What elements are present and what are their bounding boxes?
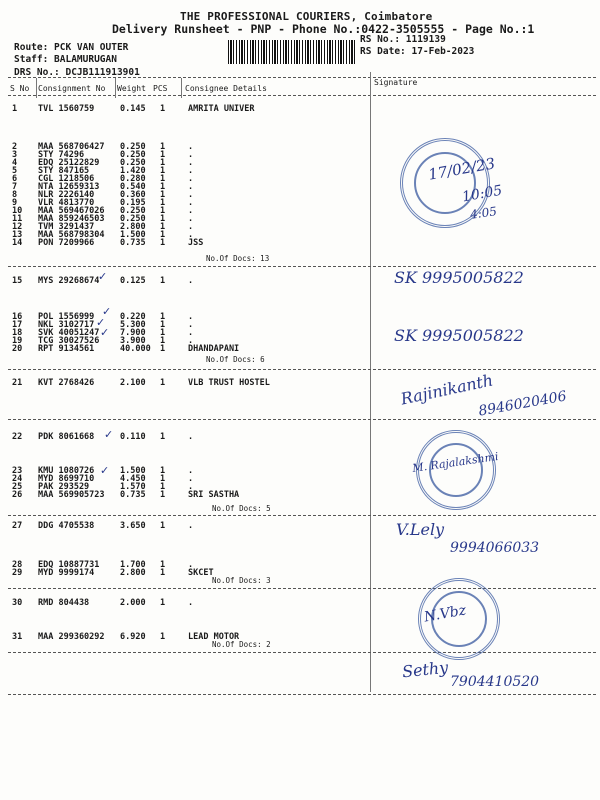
serial-number: 8: [12, 190, 18, 200]
signature-phone: 7904410520: [450, 674, 540, 690]
serial-number: 22: [12, 432, 23, 442]
consignee-name: .: [188, 198, 194, 208]
pieces-count: 1: [160, 482, 166, 492]
serial-number: 21: [12, 378, 23, 388]
signature-scribble: 4:05: [469, 204, 498, 222]
group-divider: [8, 652, 596, 653]
weight-value: 0.250: [120, 214, 146, 224]
company-title: THE PROFESSIONAL COURIERS, Coimbatore: [180, 10, 433, 23]
weight-value: 1.420: [120, 166, 146, 176]
consignment-number: PON 7209966: [38, 238, 95, 248]
consignee-name: .: [188, 312, 194, 322]
consignee-name: .: [188, 336, 194, 346]
serial-number: 16: [12, 312, 23, 322]
pieces-count: 1: [160, 320, 166, 330]
weight-value: 0.110: [120, 432, 146, 442]
signature-col-divider: [370, 72, 371, 692]
consignment-number: MAA 299360292: [38, 632, 105, 642]
weight-value: 3.900: [120, 336, 146, 346]
consignment-number: STY 847165: [38, 166, 90, 176]
consignee-name: .: [188, 560, 194, 570]
serial-number: 6: [12, 174, 18, 184]
check-mark-icon: ✓: [104, 428, 114, 441]
consignment-number: DDG 4705538: [38, 521, 95, 531]
serial-number: 24: [12, 474, 23, 484]
consignee-name: .: [188, 482, 194, 492]
weight-value: 0.360: [120, 190, 146, 200]
serial-number: 4: [12, 158, 18, 168]
weight-value: 0.735: [120, 490, 146, 500]
col-signature: Signature: [374, 78, 418, 87]
consignment-number: TCG 30027526: [38, 336, 100, 346]
consignment-number: TVL 1560759: [38, 104, 95, 114]
rs-number: RS No.: 1119139: [360, 34, 446, 45]
pieces-count: 1: [160, 104, 166, 114]
consignee-name: .: [188, 320, 194, 330]
group-docs-count: No.Of Docs: 3: [212, 576, 271, 585]
consignment-number: TVM 3291437: [38, 222, 95, 232]
consignee-name: .: [188, 521, 194, 531]
signature-date: 17/02/23: [426, 154, 497, 184]
signature-phone: 9994066033: [450, 540, 540, 556]
signature-phone: 8946020406: [477, 388, 568, 420]
weight-value: 0.250: [120, 206, 146, 216]
consignee-name: .: [188, 432, 194, 442]
serial-number: 30: [12, 598, 23, 608]
pieces-count: 1: [160, 174, 166, 184]
group-divider: [8, 266, 596, 267]
signature-time: 10:05: [460, 182, 504, 206]
consignee-name: .: [188, 230, 194, 240]
consignee-name: VLB TRUST HOSTEL: [188, 378, 270, 388]
consignment-number: RMD 804438: [38, 598, 90, 608]
col-divider: [115, 78, 116, 98]
group-divider: [8, 694, 596, 695]
consignment-number: EDQ 10887731: [38, 560, 100, 570]
consignment-number: VLR 4813770: [38, 198, 95, 208]
weight-value: 2.100: [120, 378, 146, 388]
signature-name: N.Vbz: [422, 602, 468, 626]
serial-number: 5: [12, 166, 18, 176]
consignment-number: PAK 293529: [38, 482, 90, 492]
serial-number: 2: [12, 142, 18, 152]
weight-value: 40.000: [120, 344, 151, 354]
consignment-number: NLR 2226140: [38, 190, 95, 200]
pieces-count: 1: [160, 560, 166, 570]
group-divider: [8, 369, 596, 370]
serial-number: 3: [12, 150, 18, 160]
consignment-number: POL 1556999: [38, 312, 95, 322]
consignment-number: EDQ 25122829: [38, 158, 100, 168]
weight-value: 0.735: [120, 238, 146, 248]
consignee-name: .: [188, 166, 194, 176]
serial-number: 20: [12, 344, 23, 354]
pieces-count: 1: [160, 521, 166, 531]
runsheet-title: Delivery Runsheet - PNP - Phone No.:0422-3505555 - Page No.:1: [112, 22, 535, 36]
pieces-count: 1: [160, 166, 166, 176]
pieces-count: 1: [160, 336, 166, 346]
consignee-name: AMRITA UNIVER: [188, 104, 255, 114]
route-label: Route: PCK VAN OUTER: [14, 42, 129, 53]
pieces-count: 1: [160, 198, 166, 208]
serial-number: 25: [12, 482, 23, 492]
weight-value: 1.700: [120, 560, 146, 570]
pieces-count: 1: [160, 568, 166, 578]
weight-value: 0.220: [120, 312, 146, 322]
serial-number: 31: [12, 632, 23, 642]
weight-value: 1.570: [120, 482, 146, 492]
serial-number: 11: [12, 214, 23, 224]
weight-value: 0.145: [120, 104, 146, 114]
pieces-count: 1: [160, 238, 166, 248]
check-mark-icon: ✓: [98, 270, 108, 283]
consignment-number: MYD 9999174: [38, 568, 95, 578]
serial-number: 7: [12, 182, 18, 192]
consignment-number: KMU 1080726: [38, 466, 95, 476]
consignee-name: .: [188, 150, 194, 160]
signature-name: Sethy: [401, 657, 450, 682]
weight-value: 5.300: [120, 320, 146, 330]
consignment-number: STY 74296: [38, 150, 85, 160]
pieces-count: 1: [160, 632, 166, 642]
consignee-name: .: [188, 190, 194, 200]
consignment-number: RPT 9134561: [38, 344, 95, 354]
weight-value: 4.450: [120, 474, 146, 484]
pieces-count: 1: [160, 222, 166, 232]
serial-number: 28: [12, 560, 23, 570]
weight-value: 1.500: [120, 466, 146, 476]
check-mark-icon: ✓: [96, 316, 106, 329]
drs-number: DRS No.: DCJB111913901: [14, 67, 140, 78]
signature-phone: SK 9995005822: [394, 268, 524, 287]
pieces-count: 1: [160, 158, 166, 168]
consignee-name: .: [188, 222, 194, 232]
consignee-name: LEAD MOTOR: [188, 632, 240, 642]
serial-number: 14: [12, 238, 23, 248]
pieces-count: 1: [160, 490, 166, 500]
col-pcs: PCS: [153, 84, 168, 93]
pieces-count: 1: [160, 142, 166, 152]
weight-value: 0.250: [120, 150, 146, 160]
consignee-name: SKCET: [188, 568, 214, 578]
consignee-name: .: [188, 206, 194, 216]
serial-number: 1: [12, 104, 18, 114]
consignment-number: MYS 29268674: [38, 276, 100, 286]
pieces-count: 1: [160, 206, 166, 216]
weight-value: 6.920: [120, 632, 146, 642]
group-divider: [8, 515, 596, 516]
group-docs-count: No.Of Docs: 5: [212, 504, 271, 513]
consignee-name: .: [188, 328, 194, 338]
weight-value: 2.800: [120, 222, 146, 232]
pieces-count: 1: [160, 230, 166, 240]
pieces-count: 1: [160, 328, 166, 338]
consignee-name: .: [188, 158, 194, 168]
consignment-number: MAA 569905723: [38, 490, 105, 500]
pieces-count: 1: [160, 150, 166, 160]
serial-number: 19: [12, 336, 23, 346]
pieces-count: 1: [160, 474, 166, 484]
weight-value: 7.900: [120, 328, 146, 338]
pieces-count: 1: [160, 190, 166, 200]
col-consignment: Consignment No: [38, 84, 106, 93]
serial-number: 12: [12, 222, 23, 232]
serial-number: 27: [12, 521, 23, 531]
col-divider: [36, 78, 37, 98]
col-sno: S No: [10, 84, 30, 93]
group-divider: [8, 419, 596, 420]
signature-scribble: Rajinikanth: [399, 370, 495, 409]
header-bottom-rule: [8, 95, 596, 96]
consignment-number: KVT 2768426: [38, 378, 95, 388]
weight-value: 0.195: [120, 198, 146, 208]
group-docs-count: No.Of Docs: 13: [206, 254, 270, 263]
pieces-count: 1: [160, 432, 166, 442]
consignee-name: .: [188, 598, 194, 608]
consignment-number: MAA 568798304: [38, 230, 105, 240]
serial-number: 18: [12, 328, 23, 338]
pieces-count: 1: [160, 598, 166, 608]
group-docs-count: No.Of Docs: 2: [212, 640, 271, 649]
consignment-number: PDK 8061668: [38, 432, 95, 442]
signature-scribble: V.Lely: [396, 520, 445, 539]
staff-label: Staff: BALAMURUGAN: [14, 54, 117, 65]
consignee-name: .: [188, 466, 194, 476]
col-divider: [181, 78, 182, 98]
rs-date: RS Date: 17-Feb-2023: [360, 46, 475, 57]
weight-value: 0.250: [120, 158, 146, 168]
serial-number: 26: [12, 490, 23, 500]
pieces-count: 1: [160, 312, 166, 322]
group-docs-count: No.Of Docs: 6: [206, 355, 265, 364]
consignment-number: MAA 569467026: [38, 206, 105, 216]
pieces-count: 1: [160, 378, 166, 388]
col-consignee: Consignee Details: [185, 84, 267, 93]
check-mark-icon: ✓: [100, 326, 110, 339]
consignment-number: NKL 3102717: [38, 320, 95, 330]
pieces-count: 1: [160, 344, 166, 354]
consignment-number: CGL 1218506: [38, 174, 95, 184]
signature-name: M. Rajalakshmi: [411, 450, 500, 475]
check-mark-icon: ✓: [102, 305, 112, 318]
consignment-number: MAA 568706427: [38, 142, 105, 152]
weight-value: 1.500: [120, 230, 146, 240]
consignment-number: MYD 8699710: [38, 474, 95, 484]
consignee-name: .: [188, 214, 194, 224]
consignee-name: .: [188, 174, 194, 184]
pieces-count: 1: [160, 466, 166, 476]
weight-value: 0.280: [120, 174, 146, 184]
serial-number: 29: [12, 568, 23, 578]
serial-number: 13: [12, 230, 23, 240]
consignment-number: NTA 12659313: [38, 182, 100, 192]
pieces-count: 1: [160, 276, 166, 286]
check-mark-icon: ✓: [100, 464, 110, 477]
weight-value: 0.250: [120, 142, 146, 152]
serial-number: 15: [12, 276, 23, 286]
header-top-rule: [8, 77, 596, 78]
serial-number: 9: [12, 198, 18, 208]
weight-value: 2.800: [120, 568, 146, 578]
pieces-count: 1: [160, 214, 166, 224]
consignment-number: SVK 40051247: [38, 328, 100, 338]
weight-value: 3.650: [120, 521, 146, 531]
consignee-name: SRI SASTHA: [188, 490, 240, 500]
serial-number: 17: [12, 320, 23, 330]
consignee-name: JSS: [188, 238, 204, 248]
group-divider: [8, 588, 596, 589]
signature-phone: SK 9995005822: [394, 326, 524, 345]
weight-value: 2.000: [120, 598, 146, 608]
barcode: [228, 40, 356, 64]
consignee-name: .: [188, 276, 194, 286]
consignee-name: .: [188, 142, 194, 152]
consignee-name: .: [188, 182, 194, 192]
consignee-name: .: [188, 474, 194, 484]
consignment-number: MAA 859246503: [38, 214, 105, 224]
serial-number: 10: [12, 206, 23, 216]
pieces-count: 1: [160, 182, 166, 192]
consignee-name: DHANDAPANI: [188, 344, 240, 354]
serial-number: 23: [12, 466, 23, 476]
col-weight: Weight: [117, 84, 146, 93]
weight-value: 0.540: [120, 182, 146, 192]
weight-value: 0.125: [120, 276, 146, 286]
